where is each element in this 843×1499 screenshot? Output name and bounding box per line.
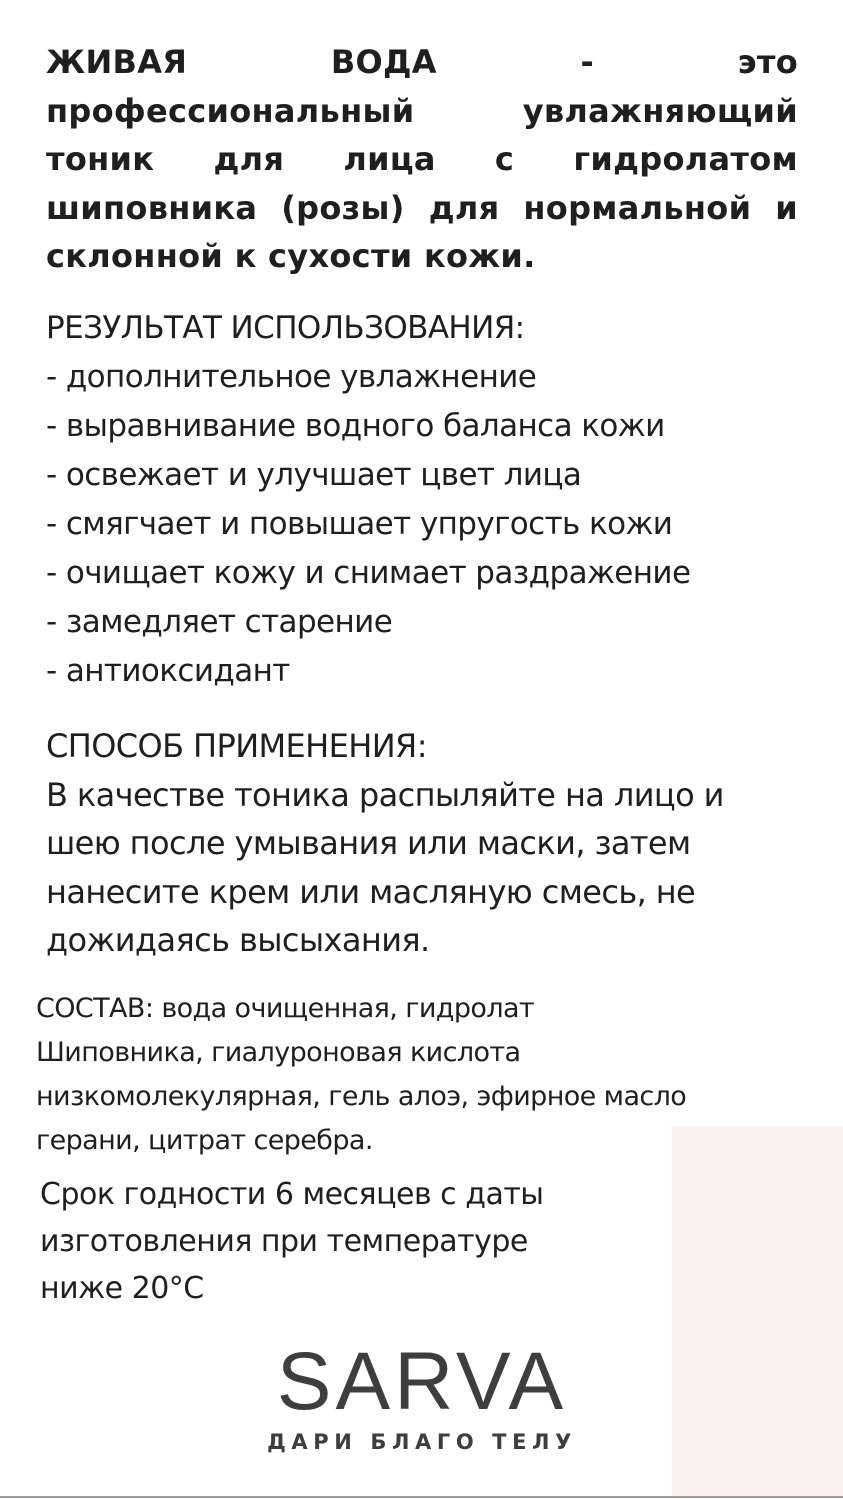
shelf-life-line: изготовления при температуре [40, 1224, 528, 1259]
results-item: - освежает и улучшает цвет лица [46, 457, 582, 493]
composition-line: СОСТАВ: вода очищенная, гидролат [36, 993, 535, 1024]
intro-line-1 [46, 38, 798, 87]
brand-tagline: ДАРИ БЛАГО ТЕЛУ [267, 1430, 577, 1454]
results-item: - дополнительное увлажнение [46, 359, 537, 395]
intro-word: нормальной [523, 188, 752, 227]
intro-word: тоник [46, 140, 155, 178]
product-intro [46, 38, 798, 281]
intro-word: с [494, 140, 515, 178]
intro-word: лица [343, 140, 436, 178]
results-item: - смягчает и повышает упругость кожи [46, 506, 673, 542]
results-item: - выравнивание водного баланса кожи [46, 408, 665, 444]
shelf-life-line: ниже 20°C [40, 1271, 204, 1306]
intro-word: ЖИВАЯ [46, 43, 188, 81]
intro-word: увлажняющий [522, 91, 798, 130]
intro-word: для [213, 140, 285, 178]
intro-word: и [775, 188, 798, 227]
intro-word: шиповника [46, 188, 258, 227]
composition-line: Шиповника, гиалуроновая кислота [36, 1037, 521, 1068]
intro-word: профессиональный [46, 91, 415, 130]
intro-line-3 [46, 135, 798, 184]
usage-heading: СПОСОБ ПРИМЕНЕНИЯ: [46, 727, 427, 765]
shelf-life-line: Срок годности 6 месяцев с даты [40, 1177, 544, 1212]
intro-line-5: склонной к сухости кожи. [46, 237, 536, 275]
composition-line: герани, цитрат серебра. [36, 1125, 373, 1156]
results-heading: РЕЗУЛЬТАТ ИСПОЛЬЗОВАНИЯ: [46, 310, 525, 346]
results-item: - замедляет старение [46, 604, 393, 640]
intro-line-4 [46, 184, 798, 233]
usage-line: дожидаясь высыхания. [46, 921, 430, 959]
brand-name: SARVA [276, 1336, 568, 1427]
shelf-life-section [40, 1171, 740, 1312]
intro-word: ВОДА [330, 43, 437, 81]
bottom-divider [0, 1496, 843, 1498]
results-item: - антиоксидант [46, 653, 290, 689]
intro-line-2 [46, 87, 798, 136]
intro-word: гидролатом [573, 140, 798, 178]
results-item: - очищает кожу и снимает раздражение [46, 555, 691, 591]
intro-word: для [428, 188, 500, 227]
brand-logo [222, 1336, 622, 1456]
usage-section [46, 722, 806, 965]
usage-line: нанесите крем или масляную смесь, не [46, 872, 696, 911]
composition-line: низкомолекулярная, гель алоэ, эфирное масло [36, 1081, 687, 1112]
usage-line: В качестве тоника распыляйте на лицо и [46, 775, 724, 814]
usage-line: шею после умывания или маски, затем [46, 824, 691, 862]
intro-word: - [580, 43, 595, 81]
composition-section [36, 987, 816, 1163]
intro-word: (розы) [281, 188, 405, 227]
results-section [46, 304, 806, 696]
intro-word: это [737, 43, 798, 81]
